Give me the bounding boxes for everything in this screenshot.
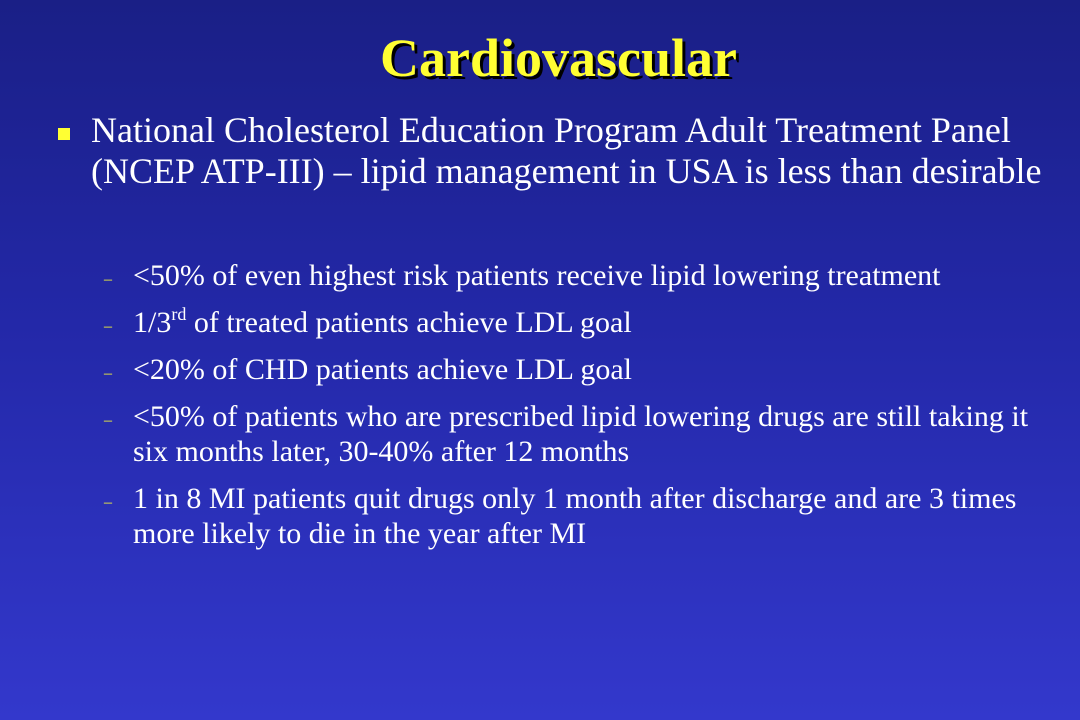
slide-title: Cardiovascular bbox=[380, 28, 737, 88]
sub-bullet-item bbox=[96, 258, 1066, 293]
sub-bullet-item bbox=[96, 399, 1066, 469]
main-bullet bbox=[56, 110, 1046, 192]
sub-bullet-item bbox=[96, 305, 1066, 340]
sub-bullet-text: <50% of even highest risk patients receive lipid lowering treatment bbox=[133, 259, 941, 292]
dash-bullet-icon: – bbox=[104, 494, 112, 511]
sub-bullet-text: <50% of patients who are prescribed lipid lowering drugs are still taking it six months later, 30-40% after 12 months bbox=[133, 400, 1029, 468]
dash-bullet-icon: – bbox=[104, 318, 112, 335]
sub-bullet-item bbox=[96, 481, 1066, 551]
sub-bullet-item bbox=[96, 352, 1066, 387]
dash-bullet-icon: – bbox=[104, 412, 112, 429]
dash-bullet-icon: – bbox=[104, 271, 112, 288]
sub-bullet-list bbox=[96, 258, 1066, 563]
ordinal-number: 1/3 bbox=[133, 306, 172, 339]
sub-bullet-text bbox=[133, 306, 632, 339]
sub-bullet-text: 1 in 8 MI patients quit drugs only 1 month after discharge and are 3 times more likely to die in the year after MI bbox=[133, 482, 1017, 550]
square-bullet-icon bbox=[58, 128, 70, 140]
dash-bullet-icon: – bbox=[104, 365, 112, 382]
main-bullet-text: National Cholesterol Education Program Adult Treatment Panel (NCEP ATP-III) – lipid management in USA is less than desirable bbox=[91, 110, 1042, 191]
sub-bullet-text-rest: of treated patients achieve LDL goal bbox=[186, 306, 632, 339]
ordinal-suffix: rd bbox=[171, 304, 187, 324]
sub-bullet-text: <20% of CHD patients achieve LDL goal bbox=[133, 353, 632, 386]
